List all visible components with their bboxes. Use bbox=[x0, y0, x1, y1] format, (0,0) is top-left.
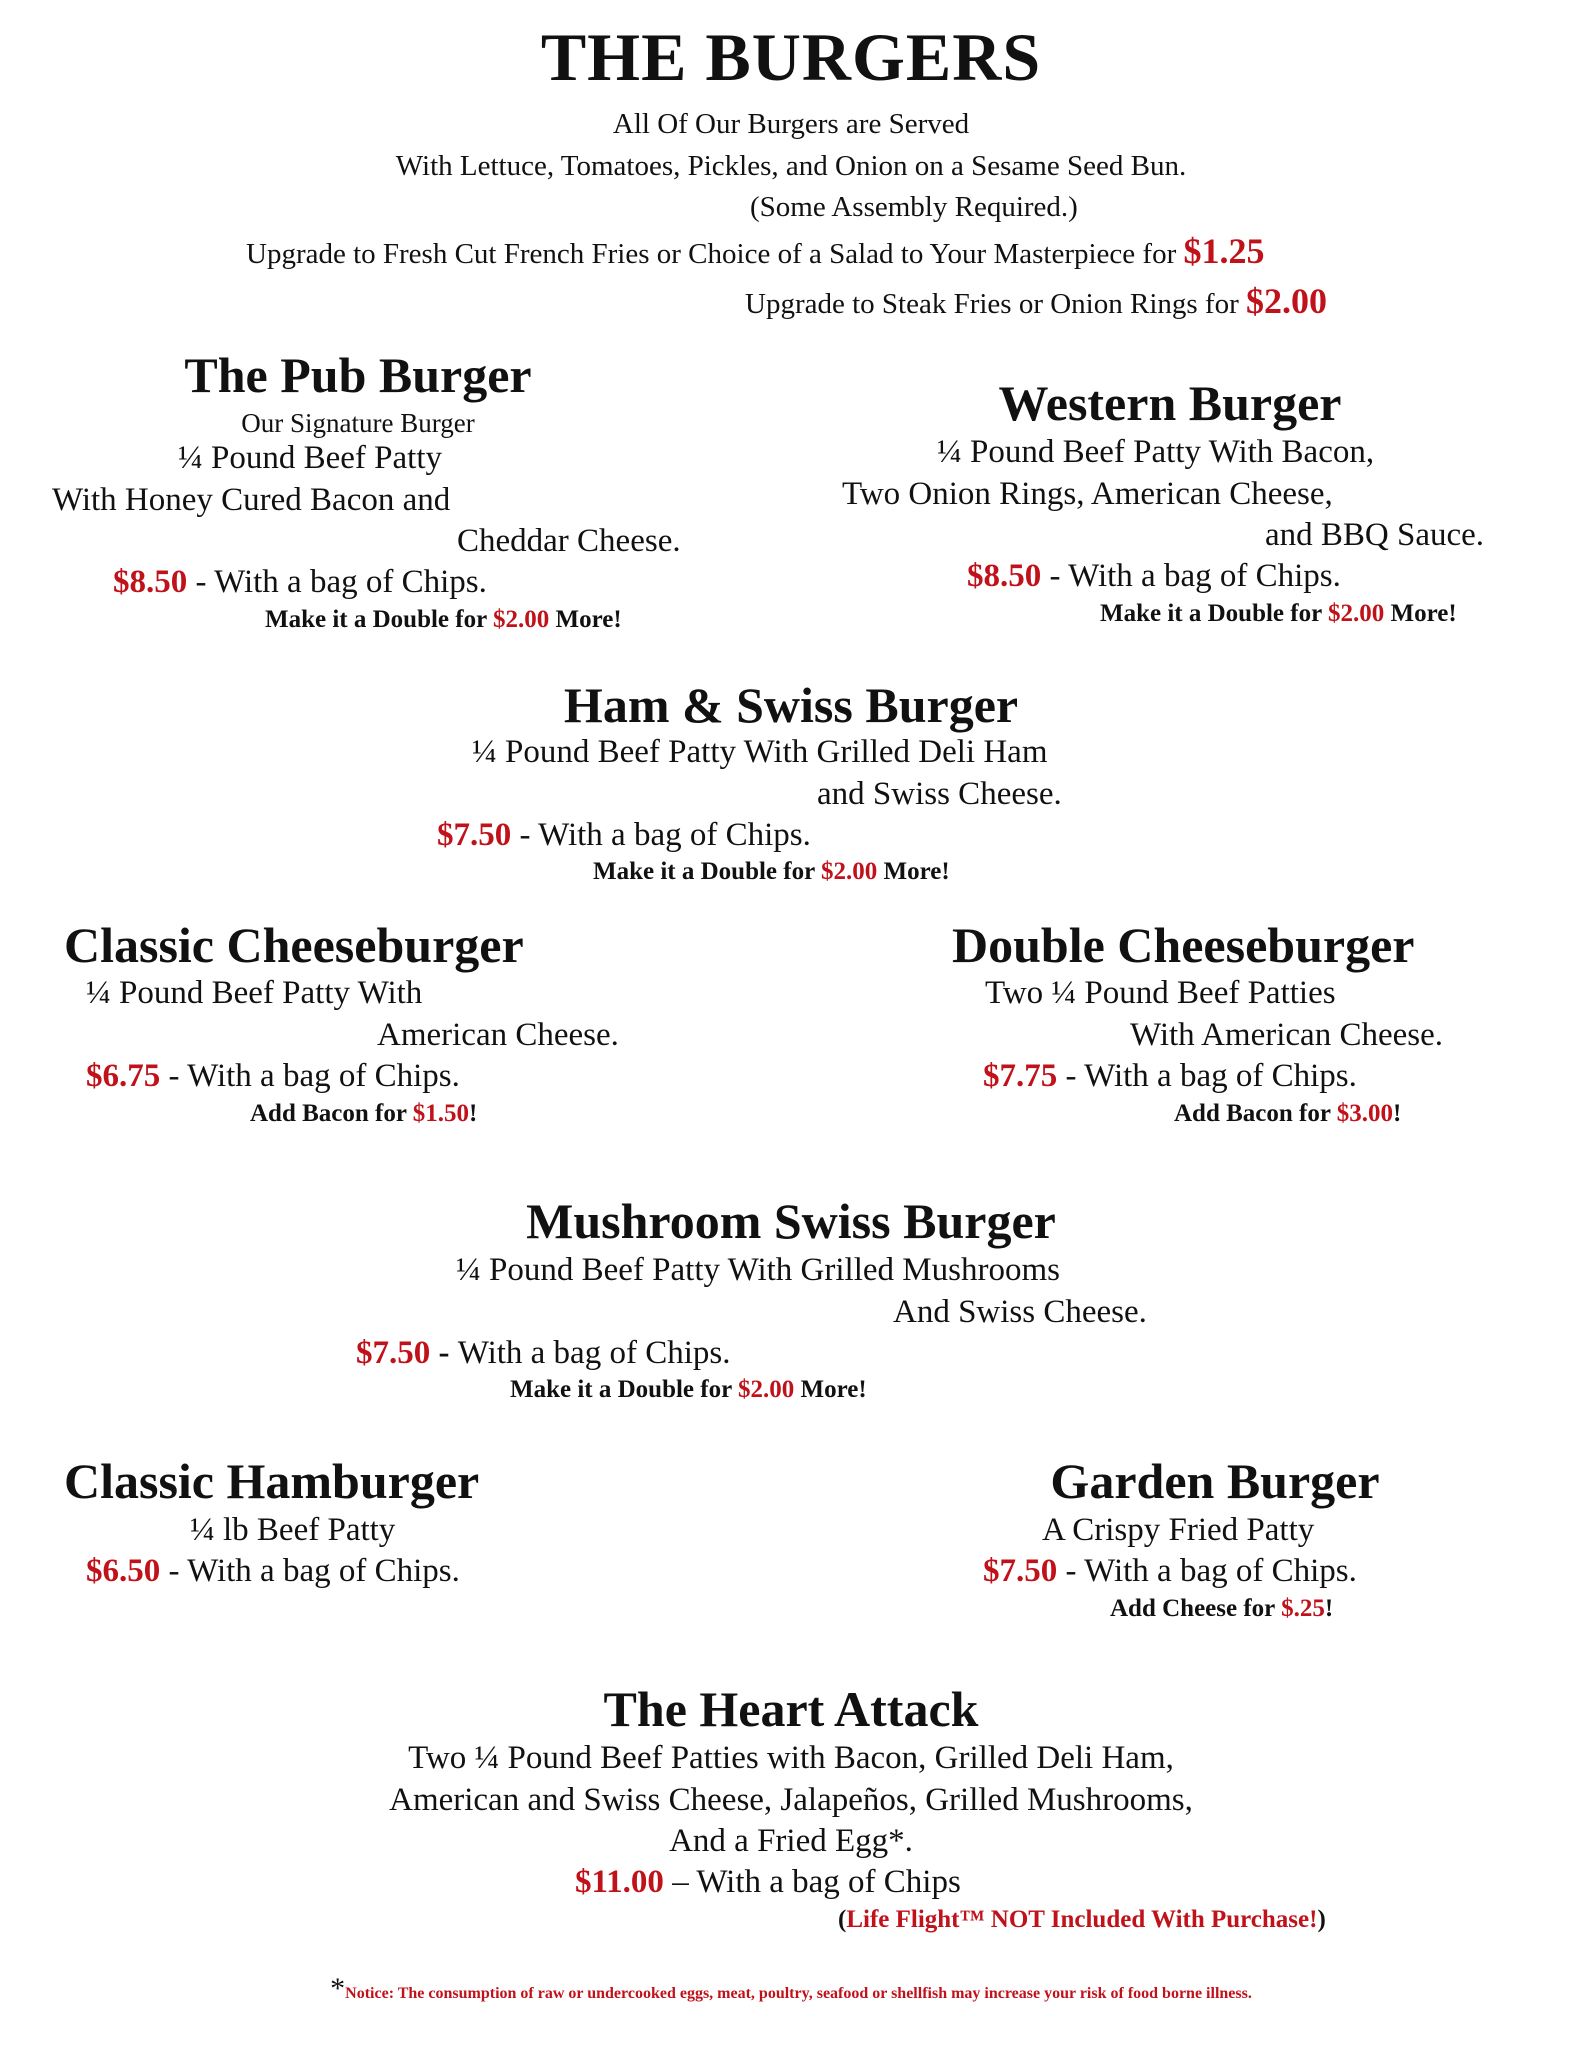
pub-burger-name: The Pub Burger bbox=[184, 347, 532, 403]
ham-swiss-burger-price-line bbox=[437, 817, 811, 854]
classic-hamburger-price-suffix: - With a bag of Chips. bbox=[160, 1553, 460, 1589]
upgrade-fries-text: Upgrade to Fresh Cut French Fries or Choice of a Salad to Your Masterpiece for bbox=[246, 238, 1184, 270]
ham-swiss-burger-note-text: Make it a Double for bbox=[593, 858, 821, 885]
heart-attack-note-open: ( bbox=[838, 1906, 847, 1933]
heart-attack-price-line bbox=[575, 1864, 961, 1901]
mushroom-swiss-burger-line-1: ¼ Pound Beef Patty With Grilled Mushrooms bbox=[456, 1252, 1060, 1288]
western-burger-line-1: ¼ Pound Beef Patty With Bacon, bbox=[937, 434, 1375, 470]
pub-burger-line-2: With Honey Cured Bacon and bbox=[52, 482, 451, 518]
western-burger-price: $8.50 bbox=[967, 558, 1042, 594]
ham-swiss-burger-note-end: More! bbox=[877, 858, 950, 885]
mushroom-swiss-burger-price: $7.50 bbox=[356, 1335, 431, 1371]
intro-line-2: With Lettuce, Tomatoes, Pickles, and Onion on a Sesame Seed Bun. bbox=[395, 150, 1187, 182]
mushroom-swiss-burger-note-text: Make it a Double for bbox=[510, 1376, 738, 1403]
notice-text: Notice: The consumption of raw or undercooked eggs, meat, poultry, seafood or shellfish may increase your risk of food borne illness. bbox=[345, 1985, 1252, 2002]
pub-burger-price-line bbox=[113, 564, 487, 601]
classic-hamburger-line-1: ¼ lb Beef Patty bbox=[190, 1512, 396, 1548]
upgrade-fries-line bbox=[246, 230, 1264, 272]
double-cheeseburger-price: $7.75 bbox=[983, 1058, 1058, 1094]
classic-cheeseburger-line-1: ¼ Pound Beef Patty With bbox=[86, 975, 423, 1011]
ham-swiss-burger-name: Ham & Swiss Burger bbox=[563, 677, 1019, 733]
mushroom-swiss-burger-line-2: And Swiss Cheese. bbox=[893, 1294, 1147, 1330]
western-burger-note-end: More! bbox=[1384, 600, 1457, 627]
garden-burger-price-suffix: - With a bag of Chips. bbox=[1057, 1553, 1357, 1589]
mushroom-swiss-burger-name: Mushroom Swiss Burger bbox=[526, 1193, 1056, 1249]
ham-swiss-burger-line-2: and Swiss Cheese. bbox=[817, 776, 1062, 812]
classic-cheeseburger-name: Classic Cheeseburger bbox=[64, 917, 524, 973]
double-cheeseburger-price-line bbox=[983, 1058, 1357, 1095]
ham-swiss-burger-price: $7.50 bbox=[437, 817, 512, 853]
mushroom-swiss-burger-price-dash: - bbox=[430, 1335, 458, 1371]
pub-burger-line-1: ¼ Pound Beef Patty bbox=[178, 440, 442, 476]
classic-cheeseburger-price-suffix: - With a bag of Chips. bbox=[160, 1058, 460, 1094]
double-cheeseburger-line-2: With American Cheese. bbox=[1130, 1017, 1443, 1053]
double-cheeseburger-line-1: Two ¼ Pound Beef Patties bbox=[985, 975, 1336, 1011]
classic-hamburger-price-line bbox=[86, 1553, 460, 1590]
western-burger-line-2: Two Onion Rings, American Cheese, bbox=[842, 476, 1333, 512]
intro-line-1: All Of Our Burgers are Served bbox=[612, 108, 970, 140]
upgrade-rings-line bbox=[745, 280, 1327, 322]
notice-asterisk: * bbox=[330, 1972, 346, 2005]
western-burger-line-3: and BBQ Sauce. bbox=[1265, 517, 1485, 553]
western-burger-note-text: Make it a Double for bbox=[1100, 600, 1328, 627]
pub-burger-note bbox=[265, 606, 622, 634]
western-burger-price-line bbox=[967, 558, 1341, 595]
heart-attack-note-close: ) bbox=[1317, 1906, 1326, 1933]
classic-cheeseburger-price-line bbox=[86, 1058, 460, 1095]
ham-swiss-burger-price-suffix: - With a bag of Chips. bbox=[511, 817, 811, 853]
garden-burger-note bbox=[1110, 1595, 1333, 1623]
double-cheeseburger-note bbox=[1174, 1100, 1401, 1128]
heart-attack-line-1: Two ¼ Pound Beef Patties with Bacon, Grilled Deli Ham, bbox=[408, 1740, 1174, 1776]
pub-burger-price-suffix: - With a bag of Chips. bbox=[187, 564, 487, 600]
mushroom-swiss-burger-price-suffix: With a bag of Chips. bbox=[457, 1335, 731, 1371]
pub-burger-price: $8.50 bbox=[113, 564, 188, 600]
heart-attack-price-suffix: – With a bag of Chips bbox=[663, 1864, 961, 1900]
garden-burger-price-line bbox=[983, 1553, 1357, 1590]
upgrade-fries-price: $1.25 bbox=[1183, 231, 1265, 271]
classic-cheeseburger-price: $6.75 bbox=[86, 1058, 161, 1094]
garden-burger-note-text: Add Cheese for bbox=[1110, 1595, 1282, 1622]
page-title: THE BURGERS bbox=[540, 19, 1042, 95]
western-burger-name: Western Burger bbox=[998, 375, 1342, 431]
heart-attack-line-2: American and Swiss Cheese, Jalapeños, Grilled Mushrooms, bbox=[389, 1782, 1193, 1818]
double-cheeseburger-note-price: $3.00 bbox=[1336, 1100, 1394, 1127]
western-burger-note-price: $2.00 bbox=[1328, 600, 1385, 627]
classic-cheeseburger-note-price: $1.50 bbox=[412, 1100, 470, 1127]
upgrade-rings-price: $2.00 bbox=[1246, 281, 1327, 321]
mushroom-swiss-burger-price-line bbox=[356, 1335, 730, 1372]
heart-attack-note bbox=[838, 1906, 1326, 1934]
heart-attack-name: The Heart Attack bbox=[603, 1681, 979, 1737]
heart-attack-note-text: Life Flight™ NOT Included With Purchase! bbox=[846, 1906, 1318, 1933]
upgrade-rings-text: Upgrade to Steak Fries or Onion Rings for bbox=[745, 288, 1246, 320]
garden-burger-note-price: $.25 bbox=[1281, 1595, 1325, 1622]
classic-hamburger-name: Classic Hamburger bbox=[64, 1453, 480, 1509]
garden-burger-name: Garden Burger bbox=[1050, 1453, 1380, 1509]
classic-cheeseburger-note bbox=[250, 1100, 477, 1128]
classic-cheeseburger-note-end: ! bbox=[469, 1100, 478, 1127]
double-cheeseburger-note-text: Add Bacon for bbox=[1174, 1100, 1337, 1127]
classic-cheeseburger-line-2: American Cheese. bbox=[377, 1017, 619, 1053]
mushroom-swiss-burger-note bbox=[510, 1376, 867, 1404]
ham-swiss-burger-line-1: ¼ Pound Beef Patty With Grilled Deli Ham bbox=[472, 734, 1048, 770]
food-safety-notice bbox=[330, 1972, 1252, 2006]
pub-burger-note-price: $2.00 bbox=[493, 606, 550, 633]
mushroom-swiss-burger-note-end: More! bbox=[794, 1376, 867, 1403]
garden-burger-line-1: A Crispy Fried Patty bbox=[1042, 1512, 1315, 1548]
double-cheeseburger-price-suffix: - With a bag of Chips. bbox=[1057, 1058, 1357, 1094]
western-burger-price-suffix: - With a bag of Chips. bbox=[1041, 558, 1341, 594]
mushroom-swiss-burger-note-price: $2.00 bbox=[738, 1376, 795, 1403]
pub-burger-line-3: Cheddar Cheese. bbox=[457, 523, 681, 559]
western-burger-note bbox=[1100, 600, 1457, 628]
garden-burger-price: $7.50 bbox=[983, 1553, 1058, 1589]
classic-cheeseburger-note-text: Add Bacon for bbox=[250, 1100, 413, 1127]
double-cheeseburger-name: Double Cheeseburger bbox=[952, 917, 1415, 973]
classic-hamburger-price: $6.50 bbox=[86, 1553, 161, 1589]
pub-burger-subtitle: Our Signature Burger bbox=[241, 408, 475, 438]
ham-swiss-burger-note-price: $2.00 bbox=[821, 858, 878, 885]
ham-swiss-burger-note bbox=[593, 858, 950, 886]
heart-attack-price: $11.00 bbox=[575, 1864, 664, 1900]
double-cheeseburger-note-end: ! bbox=[1393, 1100, 1402, 1127]
pub-burger-note-end: More! bbox=[549, 606, 622, 633]
intro-line-3: (Some Assembly Required.) bbox=[750, 191, 1078, 223]
heart-attack-line-3: And a Fried Egg*. bbox=[669, 1823, 913, 1859]
pub-burger-note-text: Make it a Double for bbox=[265, 606, 493, 633]
garden-burger-note-end: ! bbox=[1324, 1595, 1334, 1622]
